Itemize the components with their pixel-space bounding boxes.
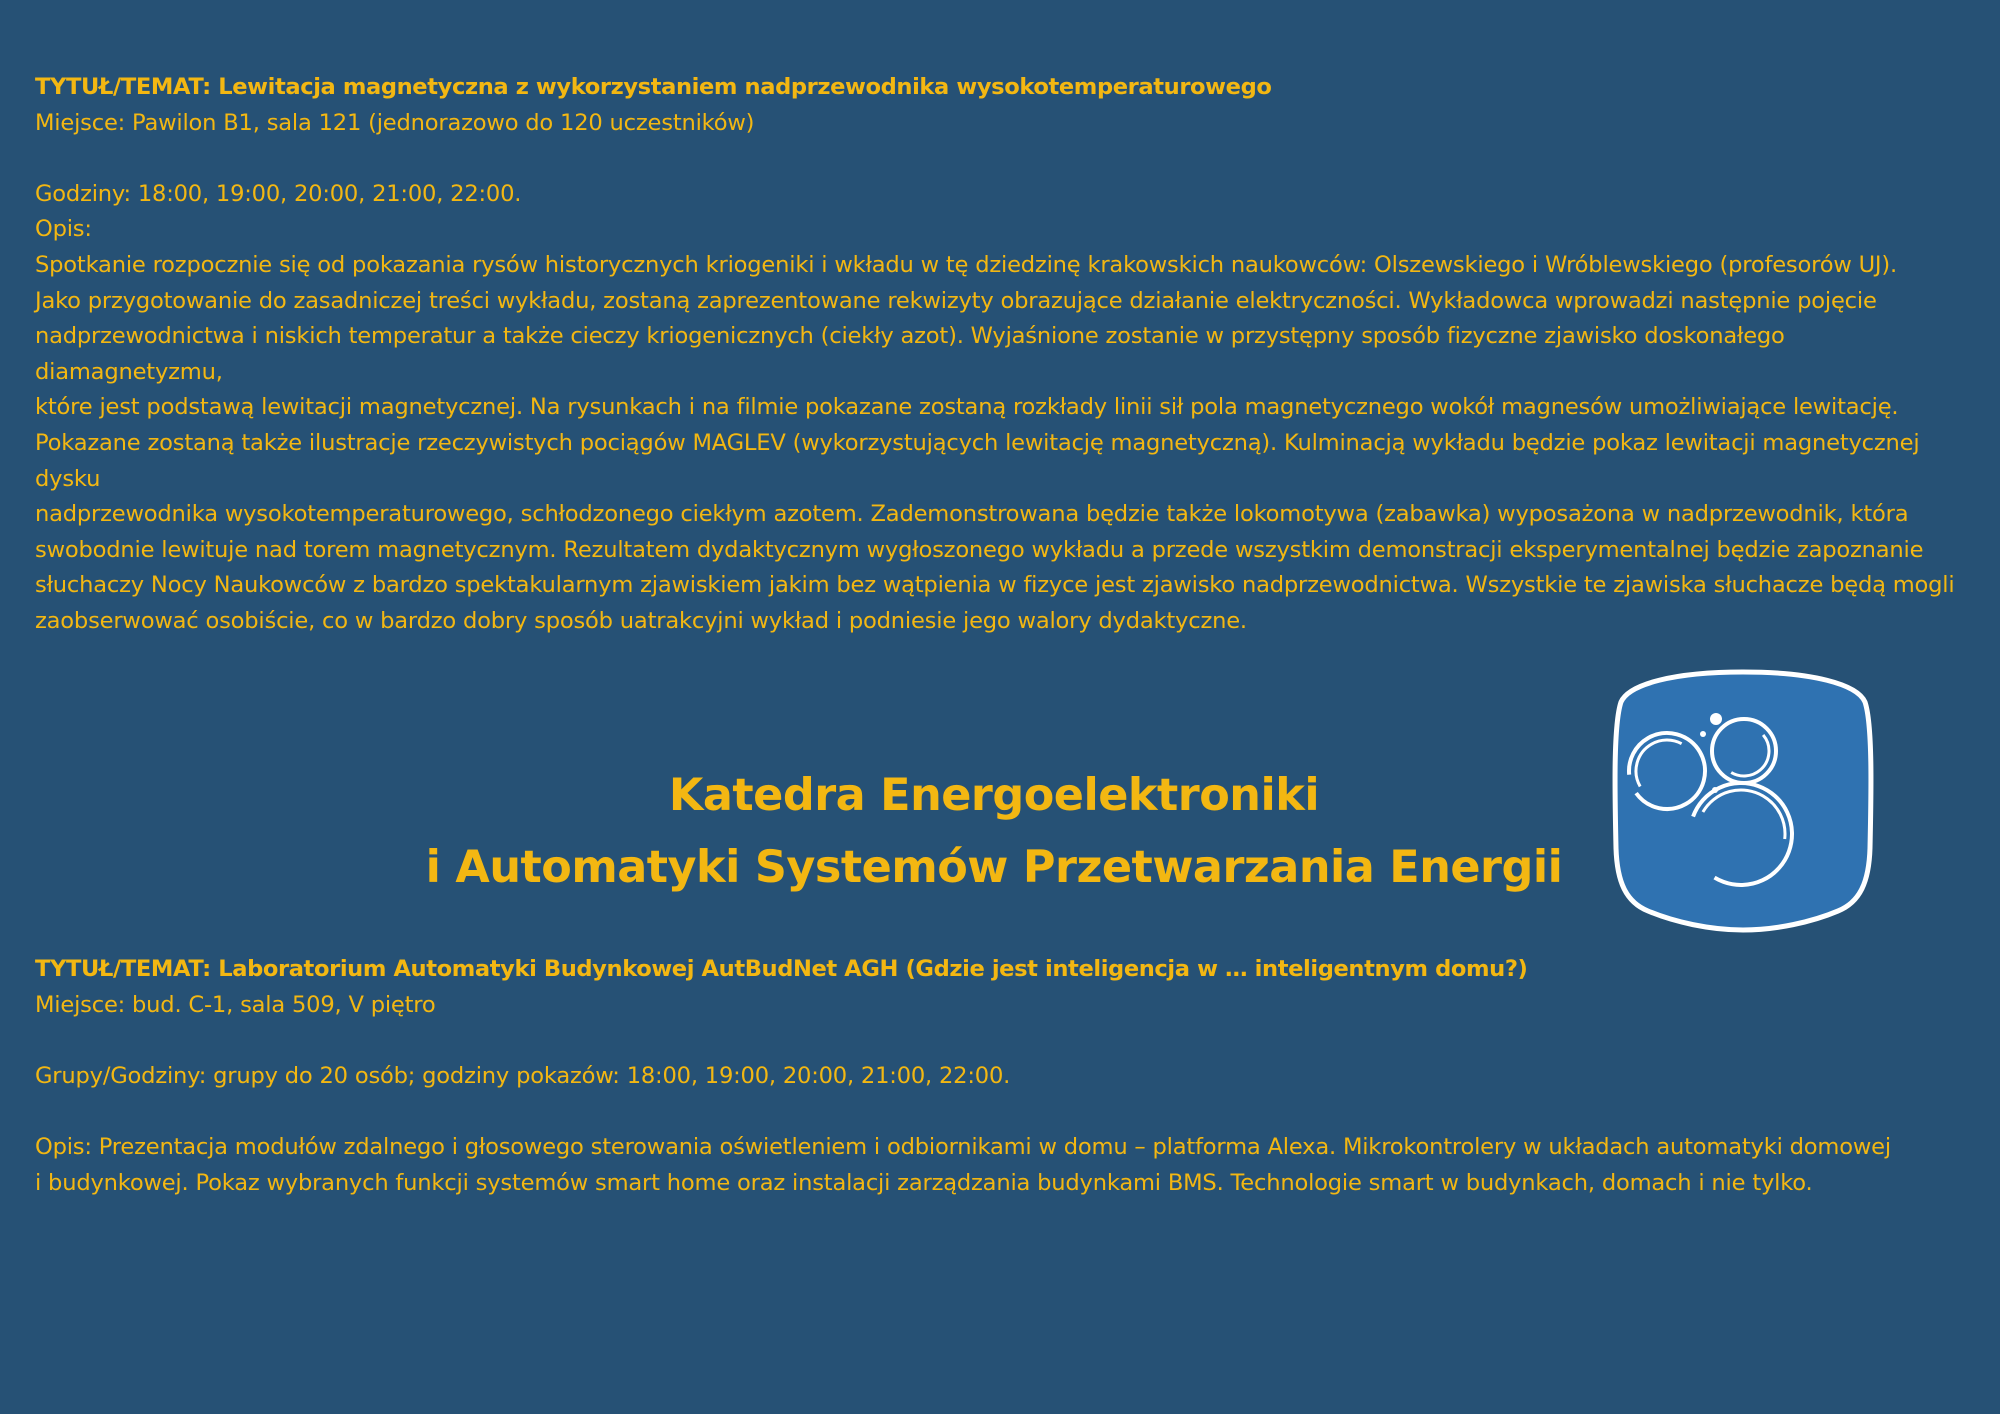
event-building-automation (35, 952, 1965, 1201)
description-line: nadprzewodnika wysokotemperaturowego, schłodzonego ciekłym azotem. Zademonstrowana będzie także lokomotywa (zabawka) wyposażona w nadprzewodnik, która (35, 501, 1909, 528)
description-line: Spotkanie rozpocznie się od pokazania rysów historycznych kriogeniki i wkładu w tę dziedzinę krakowskich naukowców: Olszewskiego i Wróblewskiego (profesorów UJ). (35, 251, 1897, 278)
spacer (35, 1094, 1965, 1130)
event-hours: Godziny: 18:00, 19:00, 20:00, 21:00, 22:00. (35, 180, 522, 207)
event-place: Miejsce: bud. C-1, sala 509, V piętro (35, 991, 436, 1018)
description-line: które jest podstawą lewitacji magnetycznej. Na rysunkach i na filmie pokazane zostaną rozkłady linii sił pola magnetycznego wokół magnesów umożliwiające lewitację. (35, 394, 1899, 421)
department-name-line-1: Katedra Energoelektroniki (668, 770, 1320, 821)
spacer (35, 141, 1965, 177)
logo-badge (1615, 672, 1871, 930)
bubbles-logo-icon (1612, 668, 1874, 933)
spacer (35, 1023, 1965, 1059)
event-levitation (35, 70, 1965, 640)
event-description-label: Opis: (35, 216, 92, 243)
description-line: Opis: Prezentacja modułów zdalnego i głosowego sterowania oświetleniem i odbiornikami w domu – platforma Alexa. Mikrokontrolery w układach automatyki domowej (35, 1133, 1891, 1160)
description-line: swobodnie lewituje nad torem magnetycznym. Rezultatem dydaktycznym wygłoszonego wykładu a przede wszystkim demonstracji eksperymentalnej będzie zapoznanie (35, 536, 1924, 563)
description-line: Jako przygotowanie do zasadniczej treści wykładu, zostaną zaprezentowane rekwizyty obrazujące działanie elektryczności. Wykładowca wprowadzi następnie pojęcie (35, 287, 1877, 314)
event-description (35, 248, 1965, 640)
description-line: słuchaczy Nocy Naukowców z bardzo spektakularnym zjawiskiem jakim bez wątpienia w fizyce jest zjawisko nadprzewodnictwa. Wszystkie te zjawiska słuchacze będą mogli (35, 572, 1955, 599)
event-place: Miejsce: Pawilon B1, sala 121 (jednorazowo do 120 uczestników) (35, 109, 755, 136)
description-line: zaobserwować osobiście, co w bardzo dobry sposób uatrakcyjni wykład i podniesie jego walory dydaktyczne. (35, 607, 1247, 634)
description-line: i budynkowej. Pokaz wybranych funkcji systemów smart home oraz instalacji zarządzania budynkami BMS. Technologie smart w budynkach, domach i nie tylko. (35, 1169, 1813, 1196)
event-title: TYTUŁ/TEMAT: Lewitacja magnetyczna z wykorzystaniem nadprzewodnika wysokotemperaturowego (35, 74, 1272, 100)
description-line: nadprzewodnictwa i niskich temperatur a także cieczy kriogenicznych (ciekły azot). Wyjaśnione zostanie w przystępny sposób fizyczne zjawisko doskonałego diamagnetyzmu, (35, 323, 1785, 385)
event-description (35, 1130, 1915, 1201)
event-title: TYTUŁ/TEMAT: Laboratorium Automatyki Budynkowej AutBudNet AGH (Gdzie jest inteligencja w … inteligentnym domu?) (35, 956, 1528, 982)
description-line: Pokazane zostaną także ilustracje rzeczywistych pociągów MAGLEV (wykorzystujących lewitację magnetyczną). Kulminacją wykładu będzie pokaz lewitacji magnetycznej dysku (35, 429, 1920, 492)
event-hours: Grupy/Godziny: grupy do 20 osób; godziny pokazów: 18:00, 19:00, 20:00, 21:00, 22:00. (35, 1062, 1011, 1089)
department-name-line-2: i Automatyki Systemów Przetwarzania Energii (425, 842, 1563, 893)
